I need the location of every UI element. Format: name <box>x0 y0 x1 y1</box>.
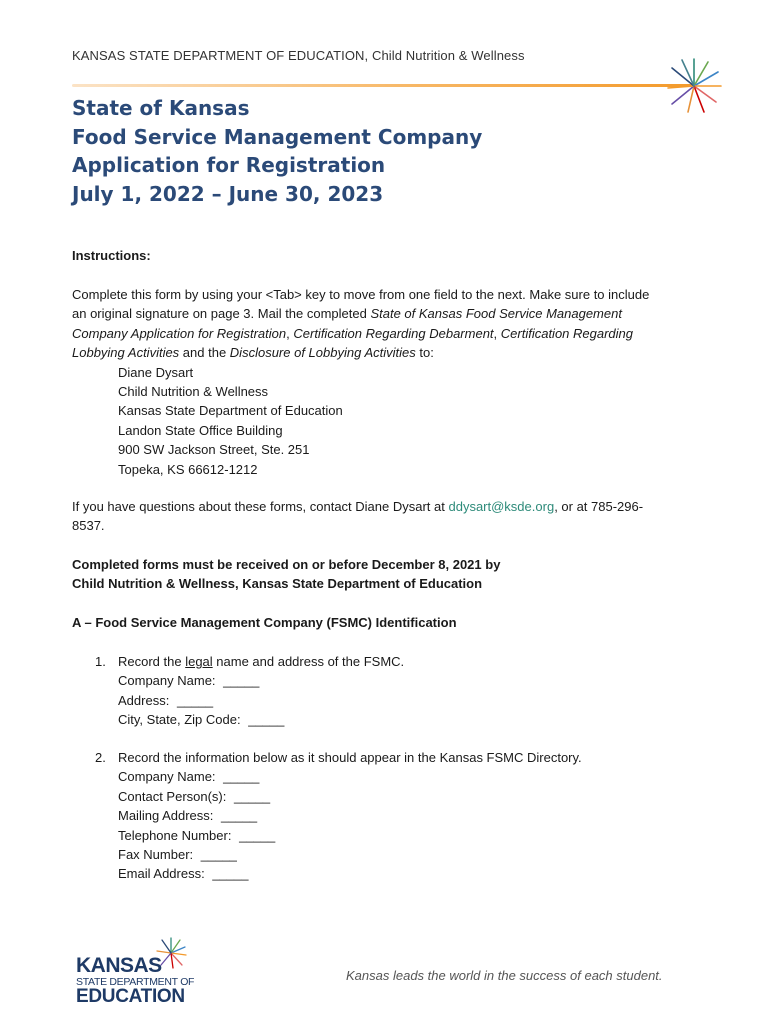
contact-person-field[interactable] <box>118 787 692 806</box>
address-line: 900 SW Jackson Street, Ste. 251 <box>118 442 310 458</box>
contact-paragraph <box>72 497 662 536</box>
connector-text: to: <box>415 345 434 361</box>
footer-tagline: Kansas leads the world in the success of each student. <box>346 968 663 983</box>
section-a-heading: A – Food Service Management Company (FSMC) Identification <box>72 615 457 630</box>
email-link[interactable]: ddysart@ksde.org <box>448 499 555 514</box>
instructions-heading: Instructions: <box>72 248 151 263</box>
field-blank[interactable]: _____ <box>223 769 260 785</box>
fax-field[interactable] <box>118 845 692 864</box>
address-line: Landon State Office Building <box>118 422 283 438</box>
doc-name-application: State of Kansas Food Service Management Company Application for Registration <box>72 306 622 341</box>
doc-name-lobbying-disclosure: Disclosure of Lobbying Activities <box>229 345 416 361</box>
instructions-text: Complete this form by using your <Tab> key to move from one field to the next. Make sure to include an original signature on page 3. Mail the completed <box>72 287 650 322</box>
item-text: Record the <box>118 654 186 669</box>
section-a-item-1 <box>72 652 692 730</box>
field-label: Email Address: <box>118 866 205 882</box>
telephone-field[interactable] <box>118 826 692 845</box>
email-address-field[interactable] <box>118 864 692 883</box>
mailing-address <box>72 363 662 479</box>
address-line: Kansas State Department of Education <box>118 403 343 419</box>
item-text: Record the information below as it should appear in the Kansas FSMC Directory. <box>118 750 582 765</box>
logo-dept-text: STATE DEPARTMENT OF <box>76 976 195 988</box>
directory-company-name-field[interactable] <box>118 767 692 786</box>
field-blank[interactable]: _____ <box>223 673 260 689</box>
address-line: Topeka, KS 66612-1212 <box>118 461 258 477</box>
field-label: Fax Number: <box>118 847 194 863</box>
connector-text: and the <box>179 345 230 361</box>
address-field[interactable] <box>118 691 692 710</box>
doc-name-lobbying-cert: Certification Regarding Lobbying Activities <box>72 325 633 361</box>
field-blank[interactable]: _____ <box>234 788 271 804</box>
deadline-notice <box>72 555 672 594</box>
logo-education-text: EDUCATION <box>76 986 185 1007</box>
title-line-1: State of Kansas <box>72 96 250 120</box>
address-line: Child Nutrition & Wellness <box>118 384 269 400</box>
item-number: 2. <box>95 750 106 765</box>
deadline-line-1: Completed forms must be received on or before December 8, 2021 by <box>72 557 501 572</box>
ksde-logo <box>76 936 196 1006</box>
header-rule <box>72 84 692 87</box>
title-line-4: July 1, 2022 – June 30, 2023 <box>72 181 384 206</box>
field-label: Company Name: <box>118 673 216 689</box>
field-label: Telephone Number: <box>118 827 232 843</box>
title-line-2: Food Service Management Company <box>72 124 483 149</box>
separator: , <box>286 325 294 341</box>
item-text-emphasis: legal <box>185 654 213 669</box>
mailing-address-field[interactable] <box>118 806 692 825</box>
field-blank[interactable]: _____ <box>248 712 285 728</box>
field-blank[interactable]: _____ <box>221 808 258 824</box>
field-label: City, State, Zip Code: <box>118 712 241 728</box>
field-blank[interactable]: _____ <box>239 827 276 843</box>
instructions-paragraph <box>72 285 662 479</box>
company-name-field[interactable] <box>118 671 692 690</box>
field-label: Contact Person(s): <box>118 788 227 804</box>
field-blank[interactable]: _____ <box>200 847 237 863</box>
deadline-line-2: Child Nutrition & Wellness, Kansas State Department of Education <box>72 576 483 592</box>
logo-kansas-text: KANSAS <box>76 954 162 977</box>
contact-text: , or at 785-296-8537. <box>72 499 644 534</box>
contact-text: If you have questions about these forms, contact Diane Dysart at <box>72 499 449 514</box>
separator: , <box>493 325 501 341</box>
field-label: Address: <box>118 692 170 708</box>
document-title <box>72 94 482 208</box>
field-label: Mailing Address: <box>118 808 214 824</box>
doc-name-debarment: Certification Regarding Debarment <box>293 325 494 341</box>
ksde-star-icon <box>664 56 724 116</box>
title-line-3: Application for Registration <box>72 153 386 177</box>
field-blank[interactable]: _____ <box>212 866 249 882</box>
field-blank[interactable]: _____ <box>176 692 214 708</box>
city-state-zip-field[interactable] <box>118 710 692 729</box>
section-a-item-2 <box>72 748 692 884</box>
header-org-line: KANSAS STATE DEPARTMENT OF EDUCATION, Child Nutrition & Wellness <box>72 48 525 63</box>
address-line: Diane Dysart <box>118 364 194 380</box>
item-number: 1. <box>95 654 106 669</box>
field-label: Company Name: <box>118 769 216 785</box>
item-text: name and address of the FSMC. <box>212 654 405 669</box>
